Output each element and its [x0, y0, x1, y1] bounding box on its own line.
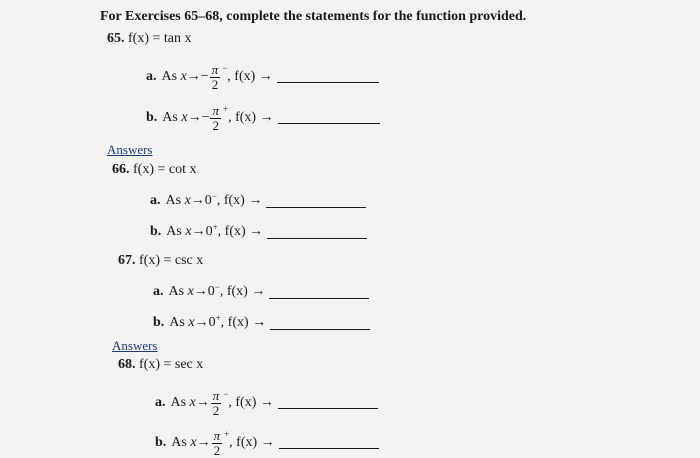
- answer-blank-67a[interactable]: [269, 286, 369, 299]
- fx-text: f(x): [227, 315, 249, 330]
- pi-symbol: π: [213, 428, 221, 443]
- fx-text: f(x): [235, 394, 257, 410]
- arrow-symbol: →: [190, 193, 205, 208]
- part-label: a.: [155, 394, 166, 410]
- x-var: x: [188, 315, 195, 330]
- pi-over-2: [211, 389, 222, 418]
- superscript-minus: −: [211, 191, 217, 201]
- part-label: b.: [155, 434, 167, 450]
- arrow-symbol: →: [195, 394, 210, 410]
- answer-blank-65a[interactable]: [277, 70, 379, 83]
- part-label: b.: [153, 315, 165, 330]
- superscript-plus: +: [212, 222, 218, 232]
- arrow-symbol: →: [187, 109, 202, 125]
- exercise-65-function: f(x) = tan x: [128, 31, 192, 46]
- x-var: x: [180, 68, 187, 84]
- comma: ,: [229, 434, 233, 450]
- part-label: b.: [150, 224, 162, 239]
- as-text: As: [161, 68, 178, 84]
- exercise-66-number: 66.: [112, 162, 130, 177]
- as-text: As: [162, 109, 178, 125]
- as-text: As: [171, 434, 187, 450]
- part-label: a.: [153, 284, 164, 299]
- fx-text: f(x): [226, 284, 248, 299]
- comma: ,: [216, 193, 221, 208]
- pi-over-2: [212, 429, 223, 458]
- arrow-symbol: →: [196, 434, 211, 450]
- arrow-symbol: →: [259, 109, 274, 125]
- arrow-symbol: →: [252, 315, 267, 330]
- zero: 0: [207, 284, 215, 299]
- superscript-minus: −: [214, 282, 220, 292]
- zero: 0: [208, 315, 216, 330]
- exercise-66-function: f(x) = cot x: [133, 162, 197, 177]
- comma: ,: [227, 68, 231, 84]
- x-var: x: [189, 394, 196, 410]
- fx-text: f(x): [224, 224, 246, 239]
- comma: ,: [220, 315, 225, 330]
- as-text: As: [170, 394, 187, 410]
- pi-symbol: π: [211, 62, 219, 77]
- as-text: As: [166, 224, 182, 239]
- exercise-67a: [153, 284, 369, 300]
- x-var: x: [181, 109, 188, 125]
- exercise-65-statement: [107, 31, 192, 47]
- arrow-symbol: →: [259, 394, 274, 410]
- as-text: As: [165, 193, 182, 208]
- exercise-66b: [150, 224, 367, 240]
- arrow-symbol: →: [258, 68, 273, 84]
- part-label: a.: [150, 193, 161, 208]
- minus-sign: −: [201, 109, 210, 125]
- superscript-plus: +: [215, 313, 221, 323]
- pi-over-2: [210, 104, 221, 133]
- exercise-67-statement: [118, 253, 203, 269]
- exercise-67-number: 67.: [118, 253, 136, 268]
- minus-sign: −: [200, 68, 209, 84]
- pi-symbol: π: [212, 388, 220, 403]
- exercise-68-statement: [118, 357, 203, 373]
- arrow-symbol: →: [260, 434, 275, 450]
- exercise-68-number: 68.: [118, 357, 136, 372]
- denominator: 2: [212, 118, 219, 133]
- as-text: As: [168, 284, 185, 299]
- part-label: a.: [146, 68, 157, 84]
- answer-blank-67b[interactable]: [270, 317, 370, 330]
- x-var: x: [190, 434, 197, 450]
- comma: ,: [228, 394, 232, 410]
- exercise-67b: [153, 315, 370, 331]
- exercise-66-statement: [112, 162, 197, 178]
- arrow-symbol: →: [193, 284, 208, 299]
- zero: 0: [205, 224, 213, 239]
- exercise-68-function: f(x) = sec x: [139, 357, 204, 372]
- exercise-68b: [155, 428, 379, 457]
- as-text: As: [169, 315, 185, 330]
- zero: 0: [204, 193, 212, 208]
- answer-blank-66a[interactable]: [266, 195, 366, 208]
- arrow-symbol: →: [248, 193, 263, 208]
- pi-over-2: [210, 63, 221, 92]
- answer-blank-68a[interactable]: [278, 396, 378, 409]
- exercise-65b: [146, 103, 380, 132]
- x-var: x: [184, 193, 191, 208]
- arrow-symbol: →: [194, 315, 209, 330]
- denominator: 2: [213, 443, 221, 458]
- answers-link-66[interactable]: Answers: [107, 142, 153, 157]
- answer-blank-68b[interactable]: [279, 436, 379, 449]
- x-var: x: [185, 224, 192, 239]
- denominator: 2: [211, 77, 219, 92]
- arrow-symbol: →: [251, 284, 266, 299]
- exercise-65a: [146, 62, 379, 91]
- exercise-instructions: For Exercises 65–68, complete the statements for the function provided.: [100, 9, 527, 24]
- answer-blank-66b[interactable]: [267, 226, 367, 239]
- part-label: b.: [146, 109, 158, 125]
- pi-symbol: π: [212, 103, 219, 118]
- arrow-symbol: →: [186, 68, 201, 84]
- answer-blank-65b[interactable]: [278, 111, 380, 124]
- exercise-67-function: f(x) = csc x: [139, 253, 204, 268]
- denominator: 2: [212, 403, 220, 418]
- fx-text: f(x): [236, 434, 258, 450]
- comma: ,: [217, 224, 222, 239]
- exercise-66a: [150, 193, 366, 209]
- arrow-symbol: →: [249, 224, 264, 239]
- superscript-minus: −: [223, 388, 229, 399]
- arrow-symbol: →: [191, 224, 206, 239]
- superscript-minus: −: [222, 62, 228, 73]
- superscript-plus: +: [223, 103, 229, 114]
- comma: ,: [228, 109, 232, 125]
- x-var: x: [187, 284, 194, 299]
- fx-text: f(x): [235, 109, 257, 125]
- superscript-plus: +: [224, 428, 230, 439]
- exercise-68a: [155, 388, 378, 417]
- exercise-65-number: 65.: [107, 31, 125, 46]
- fx-text: f(x): [234, 68, 256, 84]
- comma: ,: [219, 284, 224, 299]
- answers-link-68[interactable]: Answers: [112, 338, 158, 353]
- fx-text: f(x): [223, 193, 245, 208]
